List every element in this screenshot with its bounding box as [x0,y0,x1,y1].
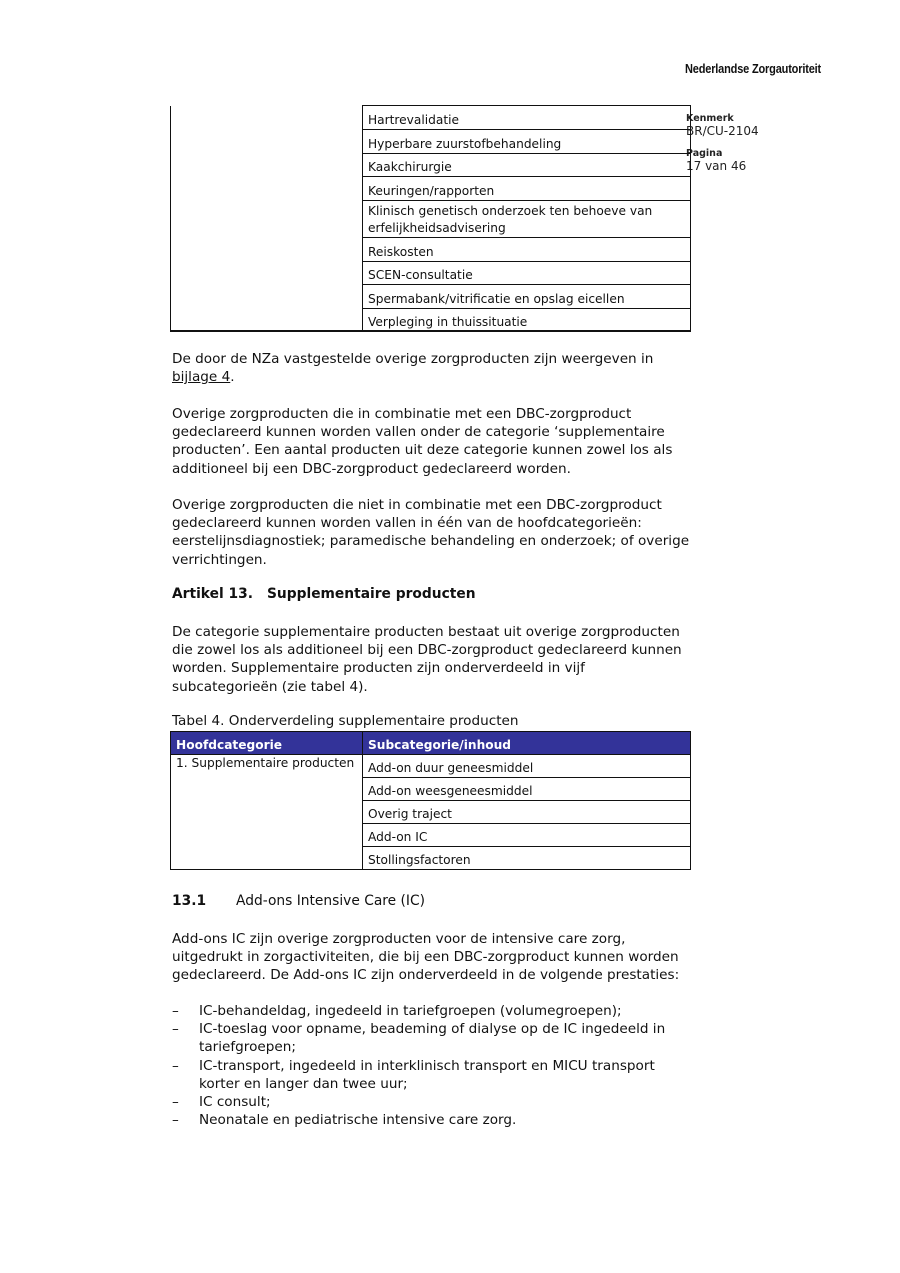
list-item [172,1111,692,1129]
paragraph-text-end: . [230,369,235,386]
pagina-label: Pagina [686,148,723,159]
table-cell: Reiskosten [363,238,691,262]
list-item-text: IC-toeslag voor opname, beademing of dialyse op de IC ingedeeld in tariefgroepen; [199,1021,666,1056]
table-row [363,154,691,177]
main-category-cell: 1. Supplementaire producten [171,755,363,870]
table-row [363,130,691,154]
section-title: Add-ons Intensive Care (IC) [236,893,426,909]
dash-bullet-icon: – [172,1094,179,1111]
column-header: Hoofdcategorie [171,732,363,755]
subcategory-cell: Stollingsfactoren [363,847,691,870]
table-row [363,285,691,309]
list-item [172,1002,692,1020]
table-row [171,755,691,778]
subcategory-cell: Add-on IC [363,824,691,847]
table-row [363,262,691,285]
list-item [172,1020,692,1056]
prestaties-list [172,1002,692,1129]
table-cell: Hyperbare zuurstofbehandeling [363,130,691,154]
list-item-text: IC consult; [199,1094,271,1111]
column-header: Subcategorie/inhoud [363,732,691,755]
subcategory-cell: Add-on weesgeneesmiddel [363,778,691,801]
pagina-value: 17 van 46 [686,159,747,173]
organization-name: Nederlandse Zorgautoriteit [685,62,822,76]
table-cell: Klinisch genetisch onderzoek ten behoeve van erfelijkheidsadvisering [363,201,691,238]
paragraph-text: De door de NZa vastgestelde overige zorgproducten zijn weergeven in [172,351,654,367]
dash-bullet-icon: – [172,1021,179,1038]
dash-bullet-icon: – [172,1112,179,1129]
bijlage-link[interactable]: bijlage 4 [172,369,231,386]
list-item [172,1057,692,1093]
section-heading [172,893,425,909]
table-row [363,238,691,262]
list-item [172,1093,692,1111]
document-meta [686,113,759,183]
table-continued-left-border [170,106,171,332]
article-body: De categorie supplementaire producten bestaat uit overige zorgproducten die zowel los als additioneel bij een DBC-zorgproduct gedeclareerd kunnen worden. Supplementaire producten zijn onderverdeeld in vijf subcategorieën (zie tabel 4). [172,624,682,695]
table-cell: Hartrevalidatie [363,106,691,130]
list-item-text: IC-transport, ingedeeld in interklinisch transport en MICU transport korter en langer dan twee uur; [199,1057,655,1092]
table-cell: Kaakchirurgie [363,154,691,177]
kenmerk-label: Kenmerk [686,113,734,124]
list-item-text: Neonatale en pediatrische intensive care zorg. [199,1112,517,1129]
table-cell: Spermabank/vitrificatie en opslag eicellen [363,285,691,309]
subcategory-cell: Add-on duur geneesmiddel [363,755,691,778]
list-item-text: IC-behandeldag, ingedeeld in tariefgroepen (volumegroepen); [199,1003,622,1019]
subcategory-cell: Overig traject [363,801,691,824]
paragraph-main-categories: Overige zorgproducten die niet in combinatie met een DBC-zorgproduct gedeclareerd kunnen worden vallen in één van de hoofdcategorieën: eerstelijnsdiagnostiek; paramedische behandeling en onderzoek; of overige verrichtingen. [172,497,690,568]
article-heading [172,586,476,602]
table-cell: SCEN-consultatie [363,262,691,285]
table4-caption: Tabel 4. Onderverdeling supplementaire producten [172,713,519,729]
table-row [363,201,691,238]
dash-bullet-icon: – [172,1057,179,1074]
table-cell: Keuringen/rapporten [363,177,691,201]
table-row [363,106,691,130]
section-body: Add-ons IC zijn overige zorgproducten voor de intensive care zorg, uitgedrukt in zorgactiviteiten, die bij een DBC-zorgproduct kunnen worden gedeclareerd. De Add-ons IC zijn onderverdeeld in de volgende prestaties: [172,931,680,984]
paragraph-bijlage [172,350,692,386]
table-row [363,309,691,332]
article-title: Supplementaire producten [266,586,476,602]
article-number: Artikel 13. [172,586,253,602]
table-header-row [171,732,691,755]
paragraph-supplementary: Overige zorgproducten die in combinatie met een DBC-zorgproduct gedeclareerd kunnen worden vallen onder de categorie ‘supplementaire producten’. Een aantal producten uit deze categorie kunnen zowel los als additioneel bij een DBC-zorgproduct gedeclareerd worden. [172,406,673,477]
table-continued [362,105,691,332]
table-cell: Verpleging in thuissituatie [363,309,691,332]
section-number: 13.1 [172,893,207,909]
table-row [363,177,691,201]
dash-bullet-icon: – [172,1003,179,1019]
kenmerk-value: BR/CU-2104 [686,124,759,138]
table4 [170,731,691,870]
